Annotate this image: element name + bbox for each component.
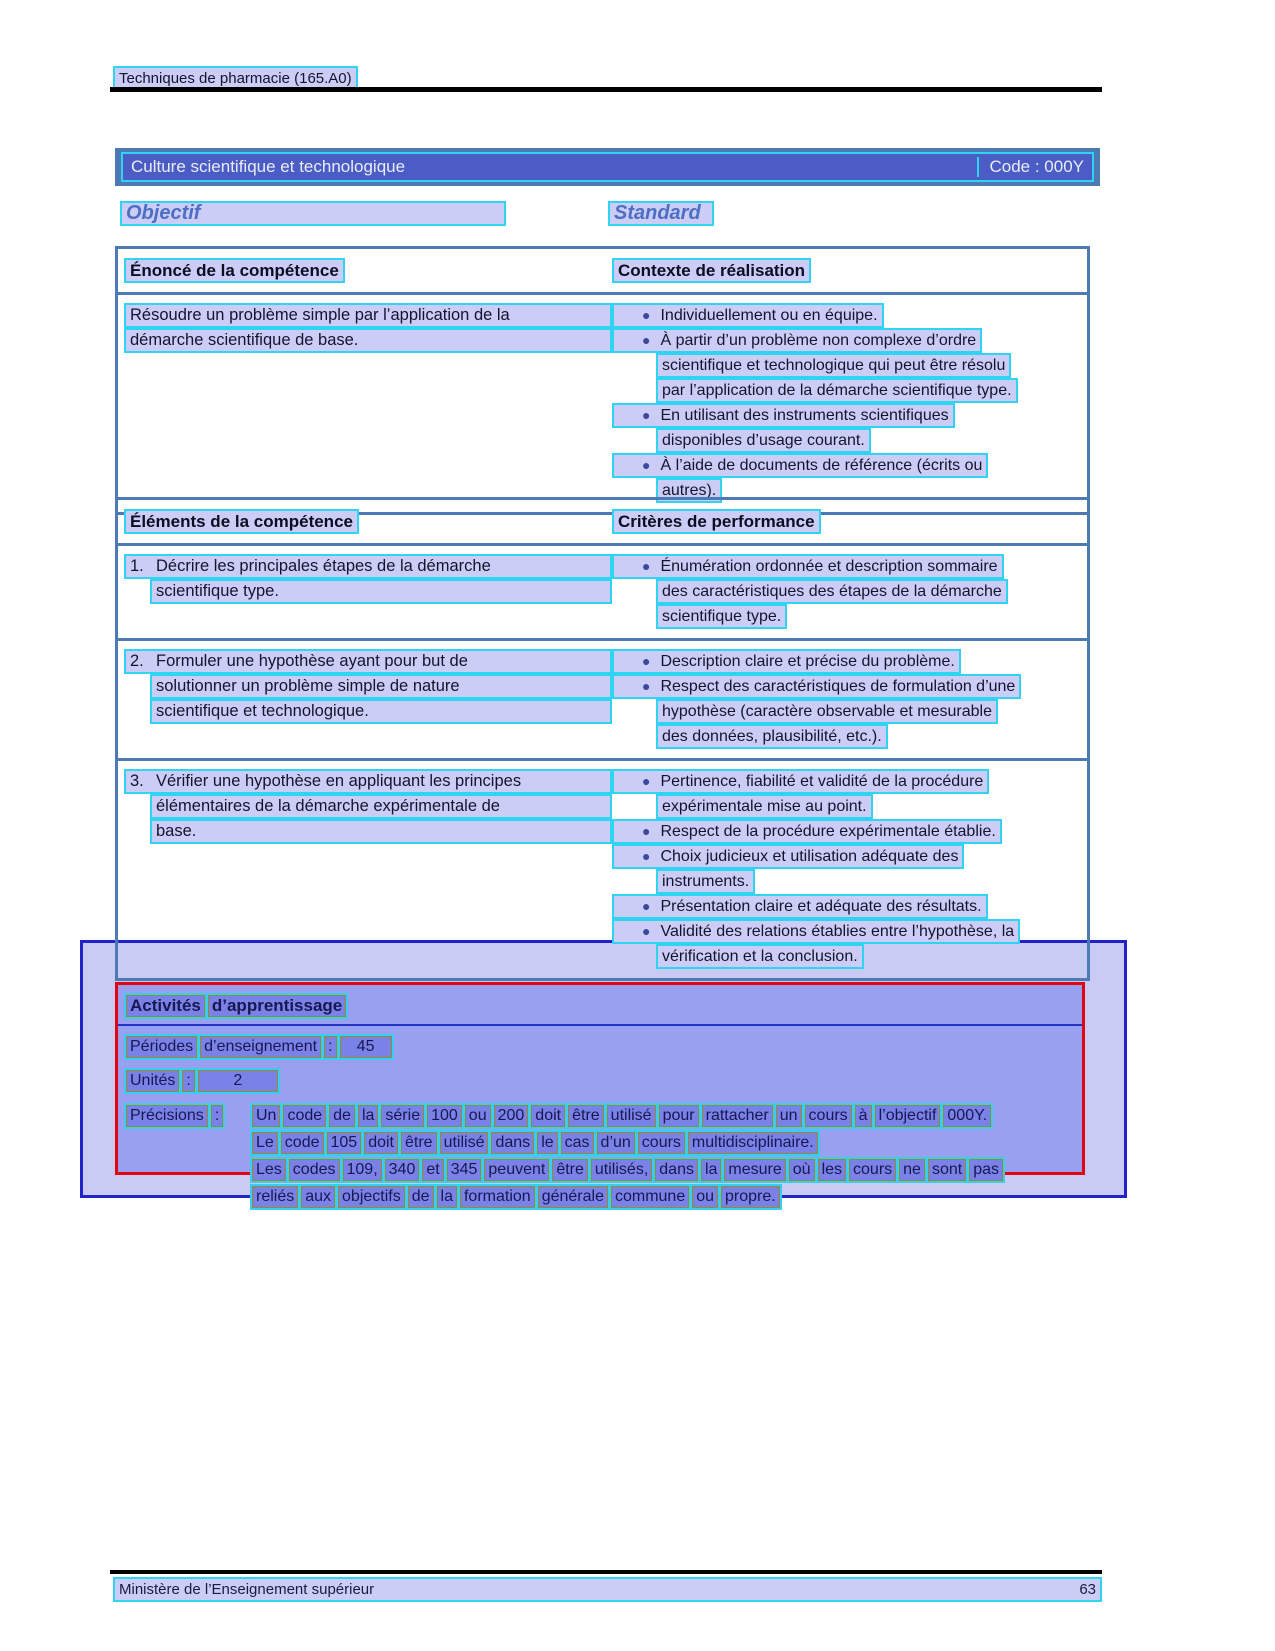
bullet-line: ● À partir d’un problème non complexe d’ordre xyxy=(612,328,982,353)
word-box: peuvent xyxy=(484,1159,549,1181)
word-box: d’enseignement xyxy=(200,1036,321,1058)
text-line: scientifique et technologique qui peut être résolu xyxy=(656,353,1011,378)
bullet-icon: ● xyxy=(642,457,651,473)
element-row-1 xyxy=(118,546,1087,638)
word-box: Unités xyxy=(126,1070,179,1092)
numbered-line: 2. Formuler une hypothèse ayant pour but de xyxy=(124,649,612,674)
word-box: 105 xyxy=(327,1132,362,1154)
word-box: objectifs xyxy=(338,1186,405,1208)
activities-title-rule xyxy=(118,1024,1082,1026)
word-box: codes xyxy=(289,1159,340,1181)
word-box: et xyxy=(422,1159,443,1181)
footer xyxy=(113,1577,1102,1602)
activities-title xyxy=(124,993,348,1019)
word-box: de xyxy=(408,1186,434,1208)
word-box: cours xyxy=(805,1105,852,1127)
bullet-icon: ● xyxy=(642,653,651,669)
numbered-line: 3. Vérifier une hypothèse en appliquant les principes xyxy=(124,769,612,794)
word-box: 345 xyxy=(447,1159,482,1181)
table1-header-right: Contexte de réalisation xyxy=(612,258,811,283)
bullet-line: ● Respect des caractéristiques de formulation d’une xyxy=(612,674,1021,699)
bullet-line: ● Individuellement ou en équipe. xyxy=(612,303,884,328)
periodes-value: 45 xyxy=(340,1036,392,1058)
text-line: expérimentale mise au point. xyxy=(656,794,873,819)
bullet-line: ● À l’aide de documents de référence (écrits ou xyxy=(612,453,988,478)
word-box: dans xyxy=(655,1159,698,1181)
text-line: des caractéristiques des étapes de la démarche xyxy=(656,579,1008,604)
bullet-icon: ● xyxy=(642,823,651,839)
precisions-text xyxy=(250,1103,1005,1211)
bullet-line: ● En utilisant des instruments scientifiques xyxy=(612,403,955,428)
word-box: : xyxy=(324,1036,336,1058)
word-box: pour xyxy=(659,1105,699,1127)
word-box: utilisé xyxy=(607,1105,656,1127)
word-box: de xyxy=(329,1105,355,1127)
word-box: propre. xyxy=(721,1186,780,1208)
text-line: scientifique type. xyxy=(656,604,787,629)
bullet-icon: ● xyxy=(642,407,651,423)
text-line: Résoudre un problème simple par l’application de la xyxy=(124,303,612,328)
row1-right-cell xyxy=(612,554,1085,629)
word-box: code xyxy=(281,1132,324,1154)
text-line xyxy=(250,1184,782,1210)
banner-title: Culture scientifique et technologique xyxy=(131,157,406,176)
word-box: d’un xyxy=(597,1132,635,1154)
word-box: générale xyxy=(538,1186,608,1208)
word-box: 109, xyxy=(343,1159,382,1181)
word-box: le xyxy=(537,1132,557,1154)
word-box: doit xyxy=(364,1132,398,1154)
text-line: solutionner un problème simple de nature xyxy=(150,674,612,699)
word-box: ne xyxy=(899,1159,925,1181)
word-box: : xyxy=(211,1105,223,1127)
text-line xyxy=(250,1157,1005,1183)
bullet-icon: ● xyxy=(642,558,651,574)
row2-right-cell xyxy=(612,649,1085,749)
word-box: Les xyxy=(252,1159,286,1181)
word-box: l’objectif xyxy=(875,1105,941,1127)
word-box: la xyxy=(437,1186,457,1208)
word-box: cours xyxy=(849,1159,896,1181)
word-box: 340 xyxy=(385,1159,420,1181)
bullet-icon: ● xyxy=(642,678,651,694)
word-box: Précisions xyxy=(126,1105,208,1127)
footer-ministry: Ministère de l’Enseignement supérieur xyxy=(119,1581,375,1598)
word-box: la xyxy=(358,1105,378,1127)
word-box: où xyxy=(789,1159,815,1181)
bullet-line: ● Énumération ordonnée et description sommaire xyxy=(612,554,1004,579)
word-box: Activités xyxy=(126,995,205,1017)
bullet-icon: ● xyxy=(642,307,651,323)
text-line: hypothèse (caractère observable et mesurable xyxy=(656,699,998,724)
word-box: d’apprentissage xyxy=(208,995,346,1017)
word-box: un xyxy=(776,1105,802,1127)
word-box: être xyxy=(552,1159,588,1181)
word-box: commune xyxy=(611,1186,689,1208)
word-box: rattacher xyxy=(702,1105,773,1127)
element-row-3 xyxy=(118,758,1087,978)
word-box: aux xyxy=(301,1186,335,1208)
text-line: scientifique et technologique. xyxy=(150,699,612,724)
text-line: disponibles d’usage courant. xyxy=(656,428,871,453)
element-row-2 xyxy=(118,638,1087,758)
word-box: série xyxy=(381,1105,424,1127)
table1-right-cell xyxy=(612,303,1085,503)
text-line: élémentaires de la démarche expérimentale de xyxy=(150,794,612,819)
word-box: 100 xyxy=(427,1105,462,1127)
word-box: être xyxy=(568,1105,604,1127)
word-box: utilisé xyxy=(440,1132,489,1154)
row3-right-cell xyxy=(612,769,1085,969)
bullet-line: ● Validité des relations établies entre l’hypothèse, la xyxy=(612,919,1020,944)
text-line: autres). xyxy=(656,478,722,503)
numbered-line: 1. Décrire les principales étapes de la démarche xyxy=(124,554,612,579)
unites-value: 2 xyxy=(198,1070,278,1092)
word-box: ou xyxy=(692,1186,718,1208)
bullet-line: ● Respect de la procédure expérimentale établie. xyxy=(612,819,1002,844)
word-box: cas xyxy=(561,1132,594,1154)
competence-elements-table xyxy=(115,497,1090,981)
word-box: utilisés, xyxy=(591,1159,652,1181)
precisions-row xyxy=(124,1103,1082,1211)
text-line: base. xyxy=(150,819,612,844)
text-line xyxy=(250,1103,993,1129)
row2-left-cell xyxy=(124,649,612,749)
word-box: 200 xyxy=(494,1105,529,1127)
footer-page-number: 63 xyxy=(1079,1581,1096,1598)
text-line: par l’application de la démarche scientifique type. xyxy=(656,378,1018,403)
bullet-icon: ● xyxy=(642,332,651,348)
word-box: code xyxy=(283,1105,326,1127)
table1-header-row xyxy=(118,249,1087,295)
word-box: Le xyxy=(252,1132,278,1154)
header-rule xyxy=(110,87,1102,92)
bullet-icon: ● xyxy=(642,773,651,789)
table2-header-left: Éléments de la compétence xyxy=(124,509,359,534)
periodes-row xyxy=(124,1034,1082,1060)
word-box: mesure xyxy=(724,1159,785,1181)
word-box: la xyxy=(701,1159,721,1181)
word-box: être xyxy=(401,1132,437,1154)
banner-code: Code : 000Y xyxy=(977,157,1084,177)
word-box: dans xyxy=(491,1132,534,1154)
table1-header-left: Énoncé de la compétence xyxy=(124,258,345,283)
table1-body-row xyxy=(118,295,1087,512)
word-box: Périodes xyxy=(126,1036,197,1058)
text-line: des données, plausibilité, etc.). xyxy=(656,724,888,749)
bullet-line: ● Présentation claire et adéquate des résultats. xyxy=(612,894,988,919)
table2-header-row xyxy=(118,500,1087,546)
bullet-line: ● Description claire et précise du problème. xyxy=(612,649,961,674)
banner-highlight-box xyxy=(121,152,1094,182)
footer-rule xyxy=(110,1570,1102,1574)
bullet-icon: ● xyxy=(642,848,651,864)
word-box: reliés xyxy=(252,1186,298,1208)
row1-left-cell xyxy=(124,554,612,629)
competence-statement-table xyxy=(115,246,1090,515)
word-box: cours xyxy=(638,1132,685,1154)
word-box: formation xyxy=(460,1186,535,1208)
bullet-icon: ● xyxy=(642,898,651,914)
word-box: Un xyxy=(252,1105,280,1127)
text-line: démarche scientifique de base. xyxy=(124,328,612,353)
objectif-heading: Objectif xyxy=(120,201,506,226)
word-box: à xyxy=(855,1105,872,1127)
word-box: ou xyxy=(465,1105,491,1127)
word-box: : xyxy=(182,1070,194,1092)
bullet-icon: ● xyxy=(642,923,651,939)
word-box: multidisciplinaire. xyxy=(688,1132,818,1154)
bullet-line: ● Choix judicieux et utilisation adéquate des xyxy=(612,844,964,869)
program-title: Techniques de pharmacie (165.A0) xyxy=(119,70,352,87)
table2-header-right: Critères de performance xyxy=(612,509,821,534)
word-box: doit xyxy=(531,1105,565,1127)
standard-heading: Standard xyxy=(608,201,714,226)
learning-activities-box xyxy=(115,982,1085,1205)
text-line xyxy=(250,1130,820,1156)
word-box: les xyxy=(818,1159,846,1181)
row3-left-cell xyxy=(124,769,612,969)
word-box: pas xyxy=(969,1159,1003,1181)
unites-row xyxy=(124,1068,1082,1094)
text-line: vérification et la conclusion. xyxy=(656,944,864,969)
bullet-line: ● Pertinence, fiabilité et validité de la procédure xyxy=(612,769,989,794)
word-box: sont xyxy=(928,1159,966,1181)
section-banner xyxy=(115,148,1100,186)
text-line: scientifique type. xyxy=(150,579,612,604)
text-line: instruments. xyxy=(656,869,755,894)
precisions-label xyxy=(124,1103,225,1129)
word-box: 000Y. xyxy=(943,1105,991,1127)
table1-left-cell xyxy=(124,303,612,503)
